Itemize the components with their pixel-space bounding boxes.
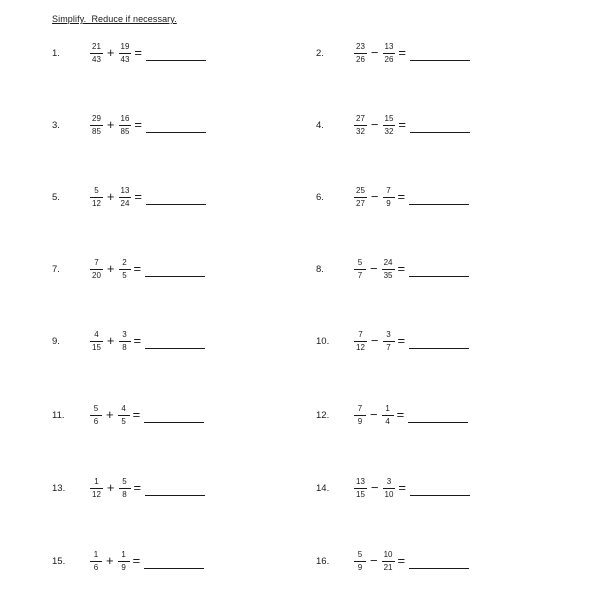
- numerator: 1: [385, 403, 390, 413]
- problem-9: [52, 326, 205, 356]
- answer-blank[interactable]: [409, 262, 469, 277]
- fraction-bar: [90, 269, 103, 270]
- answer-blank[interactable]: [410, 481, 470, 496]
- equals-sign: =: [134, 45, 142, 60]
- numerator: 3: [386, 329, 391, 339]
- expression: [354, 182, 469, 212]
- fraction-a: [354, 404, 366, 427]
- fraction-b: [382, 258, 395, 281]
- denominator: 32: [356, 126, 365, 136]
- fraction-a: [90, 42, 103, 65]
- operator: −: [370, 261, 378, 276]
- fraction-bar: [90, 197, 103, 198]
- numerator: 27: [356, 113, 365, 123]
- problem-number: 9.: [52, 335, 60, 347]
- expression: [90, 400, 204, 430]
- numerator: 1: [93, 549, 99, 559]
- fraction-bar: [119, 341, 131, 342]
- denominator: 5: [122, 270, 127, 280]
- fraction-a: [354, 330, 367, 353]
- operator: −: [370, 553, 378, 568]
- numerator: 3: [386, 476, 392, 486]
- fraction-a: [90, 186, 103, 209]
- denominator: 8: [122, 342, 127, 352]
- fraction-b: [383, 330, 395, 353]
- problem-3: [52, 110, 206, 140]
- denominator: 12: [92, 489, 101, 499]
- fraction-a: [90, 477, 103, 500]
- fraction-bar: [90, 561, 102, 562]
- denominator: 4: [385, 416, 390, 426]
- fraction-bar: [119, 53, 132, 54]
- denominator: 7: [357, 270, 363, 280]
- numerator: 29: [92, 113, 101, 123]
- numerator: 2: [122, 257, 127, 267]
- fraction-a: [354, 550, 366, 573]
- denominator: 85: [92, 126, 101, 136]
- answer-blank[interactable]: [144, 554, 204, 569]
- fraction-bar: [354, 488, 367, 489]
- problem-5: [52, 182, 206, 212]
- fraction-bar: [354, 341, 367, 342]
- problem-13: [52, 473, 205, 503]
- numerator: 4: [94, 329, 99, 339]
- expression: [354, 546, 469, 576]
- problem-16: [316, 546, 469, 576]
- expression: [354, 254, 469, 284]
- instructions: Simplify. Reduce if necessary.: [52, 14, 177, 24]
- problem-7: [52, 254, 205, 284]
- fraction-bar: [118, 415, 130, 416]
- fraction-bar: [354, 415, 366, 416]
- numerator: 13: [384, 41, 394, 51]
- equals-sign: =: [132, 407, 141, 422]
- denominator: 6: [93, 416, 99, 426]
- expression: [90, 326, 205, 356]
- problem-1: [52, 38, 206, 68]
- numerator: 5: [357, 549, 363, 559]
- operator: −: [370, 117, 379, 132]
- equals-sign: =: [398, 480, 406, 495]
- problem-number: 4.: [316, 119, 324, 131]
- problem-number: 10.: [316, 335, 330, 347]
- numerator: 10: [383, 549, 393, 559]
- fraction-a: [354, 42, 367, 65]
- denominator: 8: [122, 489, 127, 499]
- denominator: 26: [384, 54, 394, 64]
- answer-blank[interactable]: [146, 190, 206, 205]
- numerator: 1: [121, 549, 126, 559]
- fraction-bar: [382, 269, 395, 270]
- equals-sign: =: [397, 333, 406, 348]
- equals-sign: =: [396, 407, 405, 422]
- denominator: 26: [356, 54, 365, 64]
- numerator: 1: [94, 476, 99, 486]
- numerator: 7: [357, 403, 363, 413]
- equals-sign: =: [134, 189, 142, 204]
- fraction-bar: [383, 488, 396, 489]
- equals-sign: =: [397, 553, 406, 568]
- fraction-a: [90, 404, 102, 427]
- denominator: 5: [121, 416, 126, 426]
- denominator: 43: [92, 54, 101, 64]
- expression: [90, 38, 206, 68]
- denominator: 35: [383, 270, 393, 280]
- denominator: 15: [92, 342, 101, 352]
- expression: [90, 254, 205, 284]
- problem-14: [316, 473, 470, 503]
- denominator: 9: [121, 562, 126, 572]
- fraction-bar: [90, 53, 103, 54]
- answer-blank[interactable]: [146, 118, 206, 133]
- equals-sign: =: [133, 480, 142, 495]
- numerator: 4: [121, 403, 126, 413]
- denominator: 6: [93, 562, 99, 572]
- numerator: 24: [383, 257, 393, 267]
- answer-blank[interactable]: [145, 262, 205, 277]
- answer-blank[interactable]: [409, 334, 469, 349]
- numerator: 16: [120, 113, 130, 123]
- fraction-b: [119, 42, 132, 65]
- answer-blank[interactable]: [144, 408, 204, 423]
- problem-number: 6.: [316, 191, 324, 203]
- expression: [354, 400, 468, 430]
- operator: −: [370, 407, 378, 422]
- problem-number: 16.: [316, 555, 330, 567]
- operator: +: [106, 333, 115, 348]
- denominator: 12: [356, 342, 365, 352]
- numerator: 7: [358, 329, 363, 339]
- fraction-a: [354, 258, 366, 281]
- problem-8: [316, 254, 469, 284]
- denominator: 27: [356, 198, 365, 208]
- denominator: 24: [120, 198, 130, 208]
- fraction-a: [90, 550, 102, 573]
- operator: +: [106, 480, 115, 495]
- problem-number: 3.: [52, 119, 60, 131]
- answer-blank[interactable]: [146, 46, 206, 61]
- fraction-b: [119, 258, 131, 281]
- expression: [354, 326, 469, 356]
- fraction-b: [383, 186, 395, 209]
- fraction-bar: [90, 488, 103, 489]
- fraction-b: [383, 477, 396, 500]
- denominator: 85: [120, 126, 130, 136]
- equals-sign: =: [398, 117, 406, 132]
- answer-blank[interactable]: [409, 554, 469, 569]
- fraction-b: [119, 330, 131, 353]
- fraction-bar: [90, 341, 103, 342]
- numerator: 5: [94, 185, 99, 195]
- fraction-bar: [383, 341, 395, 342]
- answer-blank[interactable]: [409, 190, 469, 205]
- numerator: 15: [384, 113, 394, 123]
- problem-number: 7.: [52, 263, 60, 275]
- fraction-b: [118, 550, 130, 573]
- fraction-b: [118, 404, 130, 427]
- equals-sign: =: [133, 333, 142, 348]
- denominator: 15: [356, 489, 365, 499]
- problem-number: 8.: [316, 263, 324, 275]
- denominator: 32: [384, 126, 394, 136]
- problem-15: [52, 546, 204, 576]
- fraction-b: [119, 186, 132, 209]
- fraction-bar: [383, 197, 395, 198]
- numerator: 7: [386, 185, 391, 195]
- operator: +: [106, 189, 115, 204]
- problem-6: [316, 182, 469, 212]
- fraction-b: [119, 114, 132, 137]
- numerator: 13: [356, 476, 365, 486]
- operator: +: [106, 45, 115, 60]
- operator: +: [106, 117, 115, 132]
- fraction-bar: [382, 561, 395, 562]
- denominator: 21: [383, 562, 393, 572]
- fraction-b: [383, 42, 396, 65]
- numerator: 5: [357, 257, 363, 267]
- fraction-bar: [354, 53, 367, 54]
- expression: [354, 38, 470, 68]
- problem-12: [316, 400, 468, 430]
- equals-sign: =: [397, 261, 406, 276]
- equals-sign: =: [134, 117, 142, 132]
- fraction-b: [119, 477, 131, 500]
- fraction-a: [354, 186, 367, 209]
- fraction-b: [383, 114, 396, 137]
- fraction-bar: [90, 125, 103, 126]
- operator: −: [370, 480, 379, 495]
- problem-number: 12.: [316, 409, 330, 421]
- answer-blank[interactable]: [145, 481, 205, 496]
- expression: [90, 182, 206, 212]
- numerator: 5: [122, 476, 127, 486]
- answer-blank[interactable]: [410, 118, 470, 133]
- fraction-a: [354, 477, 367, 500]
- equals-sign: =: [132, 553, 141, 568]
- fraction-a: [90, 330, 103, 353]
- denominator: 7: [386, 342, 391, 352]
- fraction-bar: [354, 561, 366, 562]
- equals-sign: =: [133, 261, 142, 276]
- denominator: 10: [384, 489, 394, 499]
- numerator: 21: [92, 41, 101, 51]
- numerator: 13: [120, 185, 130, 195]
- numerator: 5: [93, 403, 99, 413]
- denominator: 9: [357, 416, 363, 426]
- operator: +: [106, 407, 114, 422]
- denominator: 20: [92, 270, 101, 280]
- fraction-bar: [354, 269, 366, 270]
- expression: [354, 473, 470, 503]
- problem-number: 14.: [316, 482, 330, 494]
- denominator: 43: [120, 54, 130, 64]
- expression: [354, 110, 470, 140]
- problem-10: [316, 326, 469, 356]
- problem-number: 1.: [52, 47, 60, 59]
- denominator: 9: [386, 198, 391, 208]
- fraction-bar: [354, 125, 367, 126]
- fraction-b: [382, 550, 395, 573]
- answer-blank[interactable]: [408, 408, 468, 423]
- equals-sign: =: [398, 45, 406, 60]
- fraction-bar: [383, 53, 396, 54]
- operator: +: [106, 261, 115, 276]
- problem-number: 2.: [316, 47, 324, 59]
- expression: [90, 110, 206, 140]
- denominator: 12: [92, 198, 101, 208]
- fraction-bar: [119, 488, 131, 489]
- problem-number: 5.: [52, 191, 60, 203]
- fraction-bar: [119, 269, 131, 270]
- problem-4: [316, 110, 470, 140]
- expression: [90, 546, 204, 576]
- expression: [90, 473, 205, 503]
- problem-number: 11.: [52, 409, 65, 421]
- fraction-bar: [354, 197, 367, 198]
- answer-blank[interactable]: [145, 334, 205, 349]
- fraction-bar: [119, 197, 132, 198]
- answer-blank[interactable]: [410, 46, 470, 61]
- fraction-bar: [118, 561, 130, 562]
- fraction-bar: [382, 415, 394, 416]
- fraction-bar: [119, 125, 132, 126]
- numerator: 7: [94, 257, 99, 267]
- problem-2: [316, 38, 470, 68]
- numerator: 19: [120, 41, 130, 51]
- operator: +: [106, 553, 114, 568]
- problem-11: [52, 400, 204, 430]
- fraction-b: [382, 404, 394, 427]
- operator: −: [370, 45, 379, 60]
- problem-number: 15.: [52, 555, 66, 567]
- fraction-bar: [90, 415, 102, 416]
- fraction-a: [90, 114, 103, 137]
- equals-sign: =: [397, 189, 406, 204]
- denominator: 9: [357, 562, 363, 572]
- problem-number: 13.: [52, 482, 66, 494]
- operator: −: [370, 333, 379, 348]
- numerator: 23: [356, 41, 365, 51]
- fraction-bar: [383, 125, 396, 126]
- operator: −: [370, 189, 379, 204]
- numerator: 3: [122, 329, 127, 339]
- fraction-a: [90, 258, 103, 281]
- numerator: 25: [356, 185, 365, 195]
- fraction-a: [354, 114, 367, 137]
